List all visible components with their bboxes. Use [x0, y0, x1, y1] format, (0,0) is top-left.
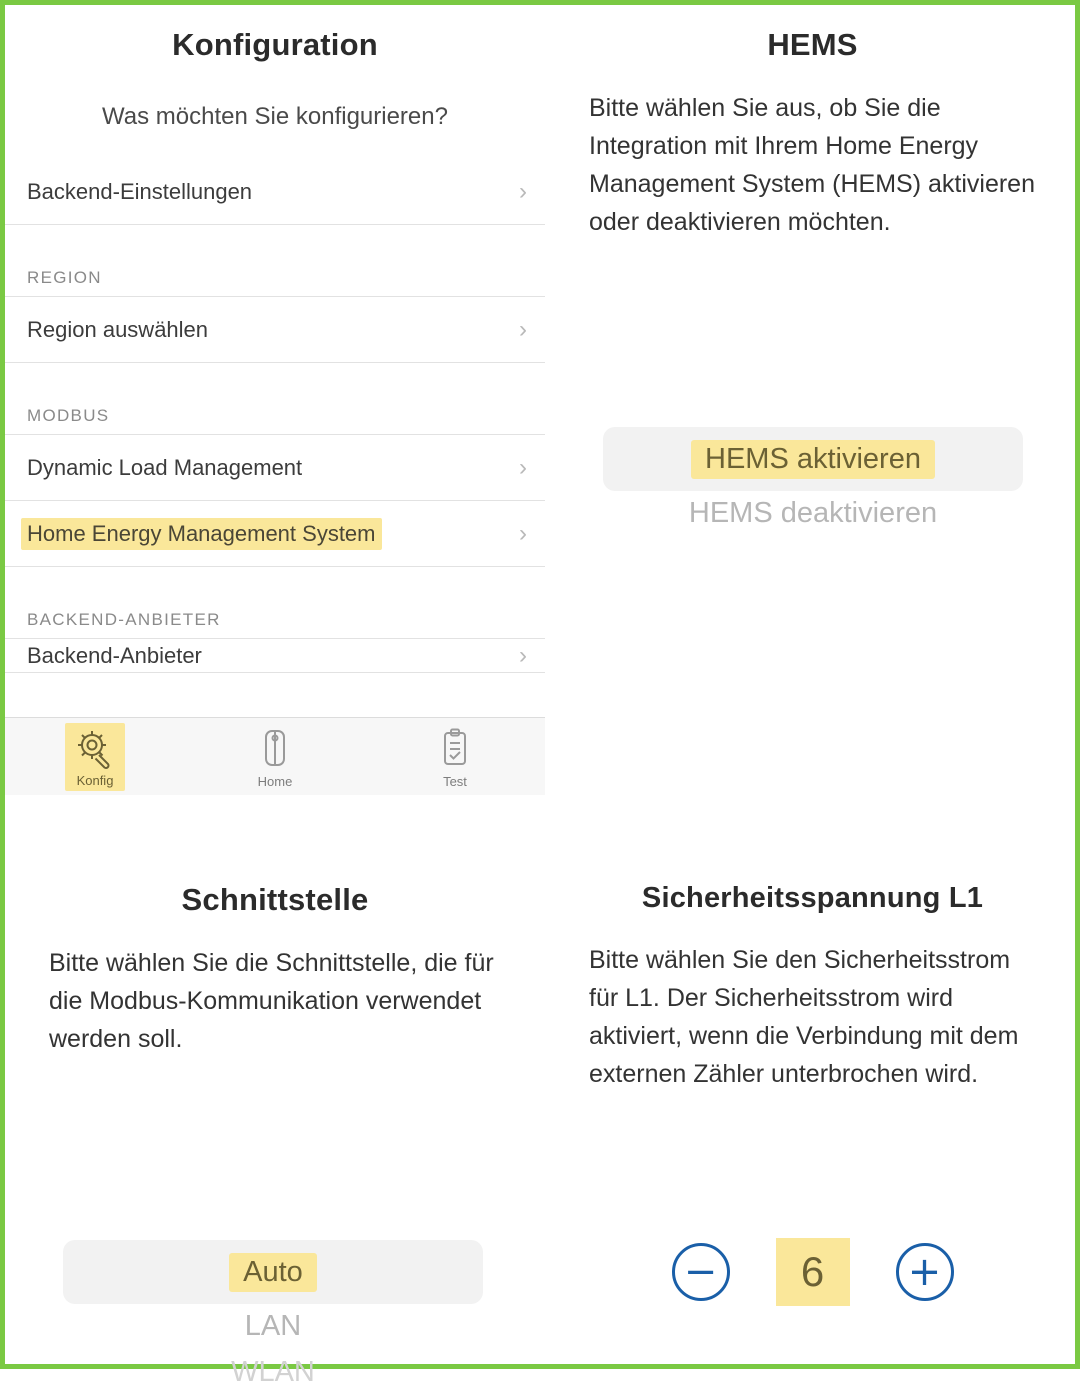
safety-voltage-panel — [545, 860, 1080, 1364]
safety-description: Bitte wählen Sie den Sicherheitsstrom für L1. Der Sicherheitsstrom wird aktiviert, wenn die Verbindung mit dem externen Zähler unterbrochen wird. — [589, 946, 1019, 1088]
configuration-subtitle: Was möchten Sie konfigurieren? — [102, 103, 448, 130]
interface-picker-selected[interactable] — [63, 1240, 483, 1304]
list-item-region-select[interactable] — [5, 297, 545, 363]
list-item-label: Backend-Anbieter — [27, 642, 202, 668]
tab-label: Test — [443, 773, 467, 789]
hems-panel — [545, 5, 1080, 795]
stepper-value: 6 — [776, 1238, 850, 1306]
hems-picker-selected[interactable] — [603, 427, 1023, 491]
list-item-label: Home Energy Management System — [21, 518, 382, 550]
list-item-dynamic-load-management[interactable] — [5, 435, 545, 501]
chevron-right-icon: › — [519, 519, 527, 547]
clipboard-check-icon — [433, 726, 477, 770]
section-header-modbus: MODBUS — [5, 363, 545, 435]
interface-picker-option-lan[interactable]: LAN — [244, 1310, 302, 1342]
section-header-backend-provider: BACKEND-ANBIETER — [5, 567, 545, 639]
gear-wrench-icon — [73, 727, 117, 771]
charger-icon — [253, 726, 297, 770]
interface-picker-option-wlan[interactable]: WLAN — [231, 1356, 315, 1388]
chevron-right-icon: › — [519, 453, 527, 481]
tab-test[interactable] — [365, 718, 545, 795]
safety-title: Sicherheitsspannung L1 — [641, 882, 984, 914]
chevron-right-icon: › — [519, 315, 527, 343]
tab-label: Home — [257, 773, 293, 789]
hems-picker-option-deactivate[interactable]: HEMS deaktivieren — [688, 497, 938, 529]
hems-title: HEMS — [767, 27, 858, 62]
configuration-list — [5, 159, 545, 673]
safety-current-stepper — [545, 1238, 1080, 1306]
tab-konfig[interactable] — [5, 718, 185, 795]
interface-title: Schnittstelle — [181, 882, 369, 917]
section-header-region: REGION — [5, 225, 545, 297]
tab-home[interactable] — [185, 718, 365, 795]
interface-picker-selected-value: Auto — [229, 1253, 317, 1292]
hems-description: Bitte wählen Sie aus, ob Sie die Integration mit Ihrem Home Energy Management System (HEMS) aktivieren oder deaktivieren möchten. — [589, 94, 1035, 236]
interface-description: Bitte wählen Sie die Schnittstelle, die für die Modbus-Kommunikation verwendet werden soll. — [49, 949, 494, 1053]
bottom-tab-bar — [5, 717, 545, 795]
list-item-label: Region auswählen — [27, 316, 209, 342]
list-item-label: Backend-Einstellungen — [27, 178, 253, 204]
chevron-right-icon: › — [519, 177, 527, 205]
chevron-right-icon: › — [519, 641, 527, 669]
increment-button[interactable]: + — [896, 1243, 954, 1301]
list-item-backend-provider[interactable] — [5, 639, 545, 673]
interface-panel — [5, 860, 545, 1388]
list-item-label: Dynamic Load Management — [27, 454, 303, 480]
hems-picker-selected-value: HEMS aktivieren — [691, 440, 935, 479]
configuration-panel — [5, 5, 545, 795]
page-title: Konfiguration — [172, 27, 378, 62]
list-item-backend-settings[interactable] — [5, 159, 545, 225]
decrement-button[interactable]: − — [672, 1243, 730, 1301]
list-item-home-energy-management-system[interactable] — [5, 501, 545, 567]
tab-label: Konfig — [76, 772, 114, 788]
